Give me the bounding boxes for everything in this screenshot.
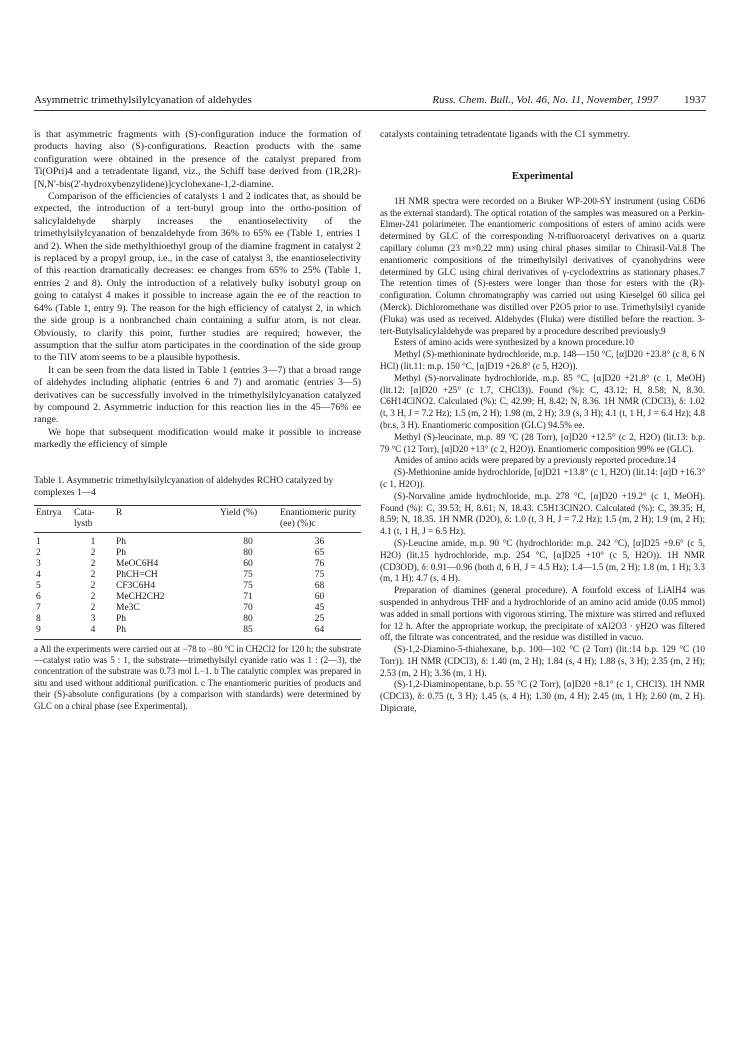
- experimental-section: [380, 196, 705, 715]
- cell-catalyst: 2: [90, 580, 96, 591]
- table-row: [34, 548, 361, 559]
- experimental-paragraph: (S)-1,2-Diamino-5-thiahexane, b.p. 100—102 °C (2 Torr) (lit.:14 b.p. 129 °C (10 Torr)). 1H NMR (CDCl3), δ: 1.40 (m, 2 H); 1.84 (s, 4 H); 1.88 (s, 3 H); 2.35 (m, 2 H); 2.53 (m, 2 H); 3.36 (m, 1 H).: [380, 644, 705, 678]
- cell-entry: 3: [36, 558, 41, 569]
- section-heading: Experimental: [511, 171, 574, 183]
- cell-ee: 65: [314, 547, 325, 558]
- header-entry: Entrya: [34, 505, 72, 532]
- cell-catalyst: 4: [72, 625, 114, 640]
- body-paragraph: catalysts containing tetradentate ligands with the C1 symmetry.: [380, 129, 631, 140]
- header-r: R: [114, 505, 218, 532]
- table-footnote: a All the experiments were carried out at −78 to −80 °C in CH2Cl2 for 120 h; the substrate—catalyst ratio was 5 : 1, the substrate—trimethylsilyl cyanide ratio was 1 : (2—3), the concentration of the substrate was 0.73 mol L−1. b The catalytic complex was prepared in situ and used without additional purification. c The enantiomeric purities of products and their (S)-absolute configurations (by a comparison with standards) were determined by GLC on a chiral phase (see Experimental).: [34, 643, 361, 711]
- cell-yield: 71: [243, 591, 253, 602]
- table-row: [34, 532, 361, 548]
- cell-r: MeCH2CH2: [116, 591, 165, 602]
- cell-catalyst: 1: [90, 536, 96, 547]
- body-paragraph: We hope that subsequent modification would make it possible to increase markedly the efficiency of simple: [34, 426, 361, 451]
- cell-entry: 2: [36, 547, 41, 558]
- cell-ee: 75: [314, 569, 325, 580]
- cell-yield: 85: [218, 625, 278, 640]
- cell-ee: 64: [278, 625, 361, 640]
- cell-yield: 80: [243, 547, 253, 558]
- right-column: [380, 129, 705, 715]
- cell-ee: 76: [314, 558, 325, 569]
- body-paragraph: Comparison of the efficiencies of catalysts 1 and 2 indicates that, as should be expected, the introduction of a tert-butyl group into the ortho-position of salicylaldehyde sharply increases the enantioselectivity of the trimethylsilylcyanation of benzaldehyde from 36% to 65% ee (Table 1, entries 1 and 2). When the side methylthioethyl group of the diamine fragment in catalyst 2 is replaced by a propyl group, i.e., in the case of catalyst 3, the enantioselectivity of this reaction dramatically decreases: ee changes from 65% to 25% (Table 1, entries 2 and 8). Only the introduction of a relatively bulky isobutyl group on going to catalyst 4 makes it possible to increase again the ee of the reaction to 64% (Table 1, entry 9). The reason for the high efficiency of catalyst 2, in which the side group is a nonbranched chain containing a sulfur atom, is not clear. Obviously, to clarify this point, further studies are required; however, the assumption that the sulfur atom participates in the coordination of the side group to the TiIV atom seems to be a plausible hypothesis.: [34, 191, 361, 364]
- experimental-paragraph: 1H NMR spectra were recorded on a Bruker WP-200-SY instrument (using C6D6 as the external standard). The optical rotation of the samples was measured on a Perkin-Elmer-241 polarimeter. The enantiomeric compositions of esters of amino acids were determined by GLC of the corresponding N-trifluoroacetyl derivatives on a quartz capillary column (23 m×0.22 mm) using chiral phases similar to Chirasil-Val.8 The enantiomeric compositions of the trimethylsilyl derivatives of cyanohydrins were determined by GLC using chiral derivatives of γ-cyclodextrins as stationary phases.7 The retention times of (S)-esters were longer than those for esters with the (R)-configuration. Column chromatography was carried out using Kieselgel 60 silica gel (Merck). Dichloromethane was distilled over P2O5 prior to use. Trimethylsilyl cyanide (Fluka) was used as received. Aldehydes (Fluka) were distilled before the reaction. 3-tert-Butylsalicylaldehyde was prepared by a procedure described previously.9: [380, 195, 705, 336]
- cell-catalyst: 2: [90, 602, 96, 613]
- cell-entry: 4: [36, 569, 41, 580]
- cell-entry: 1: [36, 536, 41, 547]
- cell-entry: 5: [36, 580, 41, 591]
- cell-r: Ph: [114, 625, 218, 640]
- experimental-paragraph: (S)-Methionine amide hydrochloride, [α]D21 +13.8° (c 1, H2O) (lit.14: [α]D +16.3° (c 1, H2O)).: [380, 467, 705, 489]
- cell-catalyst: 2: [90, 558, 96, 569]
- cell-r: CF3C6H4: [116, 580, 156, 591]
- cell-r: Ph: [116, 536, 127, 547]
- cell-yield: 75: [243, 580, 253, 591]
- table-row: [34, 581, 361, 592]
- experimental-paragraph: Methyl (S)-leucinate, m.p. 89 °C (28 Torr), [α]D20 +12.5° (c 2, H2O) (lit.13: b.p. 79 °C (12 Torr), [α]D20 +13° (c 2, H2O)). Enantiomeric composition 99% ee (GLC).: [380, 431, 705, 454]
- experimental-paragraph: (S)-1,2-Diaminopentane, b.p. 55 °C (2 Torr), [α]D20 +8.1° (c 1, CHCl3). 1H NMR (CDCl3), δ: 0.75 (t, 3 H); 1.45 (s, 4 H); 1.30 (m, 4 H); 2.45 (m, 1 H); 2.60 (m, 2 H). Dipicrate,: [380, 679, 705, 714]
- experimental-paragraph: (S)-Norvaline amide hydrochloride, m.p. 278 °C, [α]D20 +19.2° (c 1, MeOH). Found (%): C, 39.53; H, 8.61; N, 18.43. C5H13ClN2O. Calculated (%): C, 39.35; H, 8.59; N, 18.35. 1H NMR (D2O), δ: 1.0 (t, 3 H, J = 7.2 Hz); 1.5 (m, 2 H); 1.9 (m, 2 H); 4.1 (t, 1 H, J = 6.5 Hz).: [380, 490, 705, 537]
- experimental-paragraph: Amides of amino acids were prepared by a previously reported procedure.14: [394, 455, 676, 466]
- table-header-row: [34, 505, 361, 532]
- header-yield: Yield (%): [218, 505, 278, 532]
- cell-ee: 60: [314, 591, 325, 602]
- cell-ee: 68: [314, 580, 325, 591]
- page-number: 1937: [684, 94, 706, 106]
- cell-r: Ph: [116, 613, 127, 624]
- experimental-paragraph: Preparation of diamines (general procedure). A fourfold excess of LiAlH4 was suspended in anhydrous THF and a hydrochloride of an amino acid amide (0.05 mmol) was added in small portions with vigorous stirring. The mixture was stirred and refluxed for 12 h. After the appropriate workup, the precipitate of xAl2O3 · yH2O was filtered off, the filtrate was concentrated, and the residue was distilled in vacuo.: [380, 585, 705, 643]
- cell-entry: 9: [34, 625, 72, 640]
- cell-entry: 8: [36, 613, 41, 624]
- experimental-paragraph: (S)-Leucine amide, m.p. 90 °C (hydrochloride: m.p. 242 °C), [α]D25 +9.6° (c 5, H2O) (lit.15 hydrochloride, m.p. 254 °C, [α]D25 +10° (c 5, H2O)). 1H NMR (CD3OD), δ: 0.91—0.96 (both d, 6 H, J = 4.5 Hz); 1.4—1.5 (m, 2 H); 1.8 (m, 1 H); 3.3 (m, 1 H); 4.7 (s, 4 H).: [380, 537, 705, 584]
- cell-yield: 70: [243, 602, 253, 613]
- table-row: [34, 603, 361, 614]
- cell-ee: 25: [314, 613, 325, 624]
- cell-entry: 7: [36, 602, 41, 613]
- cell-catalyst: 2: [90, 547, 96, 558]
- cell-catalyst: 3: [90, 613, 96, 624]
- body-paragraph: is that asymmetric fragments with (S)-configuration induce the formation of products having also (S)-configurations. Reaction products with the same configuration were obtained in the presence of the catalyst prepared from Ti(OPri)4 and a tetradentate ligand, viz., the Schiff base derived from (1R,2R)-[N,N'-bis(2'-hydroxybenzylidene)]cyclohexane-1,2-diamine.: [34, 129, 361, 190]
- experimental-paragraph: Esters of amino acids were synthesized by a known procedure.10: [394, 337, 634, 348]
- cell-ee: 36: [314, 536, 325, 547]
- left-column: [34, 129, 361, 712]
- journal-citation: Russ. Chem. Bull., Vol. 46, No. 11, November, 1997: [432, 94, 658, 106]
- table-row: [34, 559, 361, 570]
- results-table: [34, 505, 361, 640]
- cell-yield: 60: [243, 558, 253, 569]
- table-row: [34, 570, 361, 581]
- cell-yield: 80: [243, 613, 253, 624]
- header-catalyst: Cata-lystb: [72, 505, 114, 532]
- running-title: Asymmetric trimethylsilylcyanation of aldehydes: [34, 94, 252, 106]
- cell-entry: 6: [36, 591, 41, 602]
- cell-r: Me3C: [116, 602, 140, 613]
- experimental-paragraph: Methyl (S)-methioninate hydrochloride, m.p. 148—150 °C, [α]D20 +23.8° (c 8, 6 N HCl) (lit.11: m.p. 150 °C, [α]D19 +26.8° (c 5, H2O)).: [380, 349, 705, 371]
- table-row: [34, 625, 361, 640]
- table-row: [34, 614, 361, 625]
- cell-catalyst: 2: [90, 591, 96, 602]
- cell-r: Ph: [116, 547, 127, 558]
- cell-catalyst: 2: [90, 569, 96, 580]
- cell-ee: 45: [314, 602, 325, 613]
- table-row: [34, 592, 361, 603]
- cell-yield: 80: [243, 536, 253, 547]
- cell-yield: 75: [243, 569, 253, 580]
- table-caption: Table 1. Asymmetric trimethylsilylcyanation of aldehydes RCHO catalyzed by complexes 1—4: [34, 475, 334, 498]
- experimental-paragraph: Methyl (S)-norvalinate hydrochloride, m.p. 85 °C, [α]D20 +21.8° (c 1, MeOH) (lit.12: [α]D20 +25° (c 1.7, CHCl3)). Found (%): C, 43.12; H, 8.58; N, 8.30. C6H14ClNO2. Calculated (%): C, 42.99; H, 8.42; N, 8.36. 1H NMR (CDCl3), δ: 1.02 (t, 3 H, J = 7.2 Hz); 1.5 (m, 2 H); 1.98 (m, 2 H); 3.9 (s, 3 H); 4.1 (t, 1 H, J = 6.4 Hz); 4.8 (br.s, 3 H). Enantiomeric composition (GLC) 94.5% ee.: [380, 372, 705, 430]
- header-ee: Enantiomeric purity (ee) (%)c: [278, 505, 361, 532]
- body-paragraph: It can be seen from the data listed in Table 1 (entries 3—7) that a broad range of aldehydes including aliphatic (entries 6 and 7) and aromatic (entries 3—5) derivatives can be successfully involved in the trimethylsilylcyanation catalyzed by compound 2. Asymmetric induction for this reaction lies in the 45—76% ee range.: [34, 364, 361, 426]
- cell-r: PhCH=CH: [116, 569, 158, 580]
- cell-r: MeOC6H4: [116, 558, 159, 569]
- running-header: [34, 94, 706, 111]
